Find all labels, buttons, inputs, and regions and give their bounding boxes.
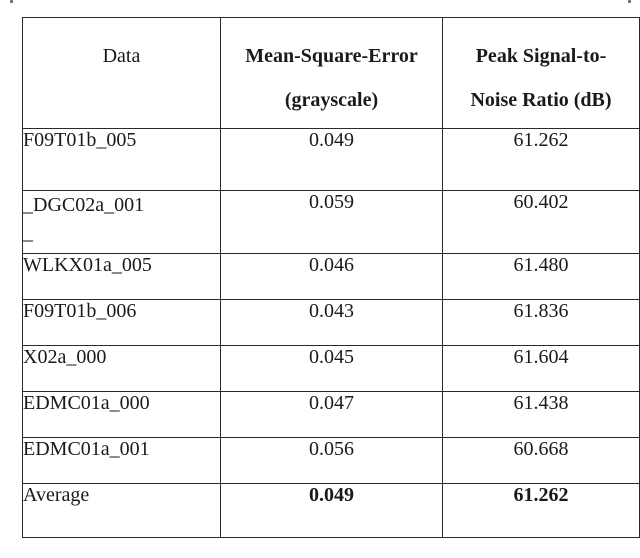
average-row [23, 484, 640, 538]
header-mse-line1: Mean-Square-Error [245, 45, 418, 67]
header-data-label: Data [102, 45, 141, 67]
row-psnr: 61.262 [443, 129, 640, 191]
row-psnr: 60.402 [443, 191, 640, 254]
row-psnr: 61.480 [443, 254, 640, 300]
table-row [23, 438, 640, 484]
results-table [22, 17, 640, 538]
row-mse: 0.049 [221, 129, 443, 191]
row-psnr: 60.668 [443, 438, 640, 484]
row-name: F09T01b_005 [23, 129, 221, 191]
row-mse: 0.045 [221, 346, 443, 392]
table-row [23, 346, 640, 392]
average-psnr: 61.262 [443, 484, 640, 538]
header-mse [221, 18, 443, 129]
row-name: WLKX01a_005 [23, 254, 221, 300]
row-mse: 0.046 [221, 254, 443, 300]
header-data [23, 18, 221, 129]
row-mse: 0.047 [221, 392, 443, 438]
row-name: EDMC01a_000 [23, 392, 221, 438]
cropped-mark-right [628, 0, 631, 3]
average-label: Average [23, 484, 221, 538]
row-name-line1: _DGC02a_001 [23, 194, 145, 216]
cropped-text-fragment [0, 0, 640, 4]
table-row [23, 254, 640, 300]
cropped-mark-left [10, 0, 13, 3]
row-mse: 0.056 [221, 438, 443, 484]
row-name [23, 191, 221, 254]
header-psnr-line2: Noise Ratio (dB) [470, 89, 612, 111]
row-name: F09T01b_006 [23, 300, 221, 346]
row-psnr: 61.604 [443, 346, 640, 392]
row-name: X02a_000 [23, 346, 221, 392]
table-row [23, 392, 640, 438]
row-psnr: 61.836 [443, 300, 640, 346]
row-psnr: 61.438 [443, 392, 640, 438]
row-name-line2: _ [23, 222, 33, 244]
table-row [23, 129, 640, 191]
header-row [23, 18, 640, 129]
row-name: EDMC01a_001 [23, 438, 221, 484]
average-mse: 0.049 [221, 484, 443, 538]
table-row [23, 191, 640, 254]
row-mse: 0.059 [221, 191, 443, 254]
table-row [23, 300, 640, 346]
header-psnr-line1: Peak Signal-to- [475, 45, 607, 67]
header-mse-line2: (grayscale) [284, 89, 379, 111]
header-psnr [443, 18, 640, 129]
row-mse: 0.043 [221, 300, 443, 346]
